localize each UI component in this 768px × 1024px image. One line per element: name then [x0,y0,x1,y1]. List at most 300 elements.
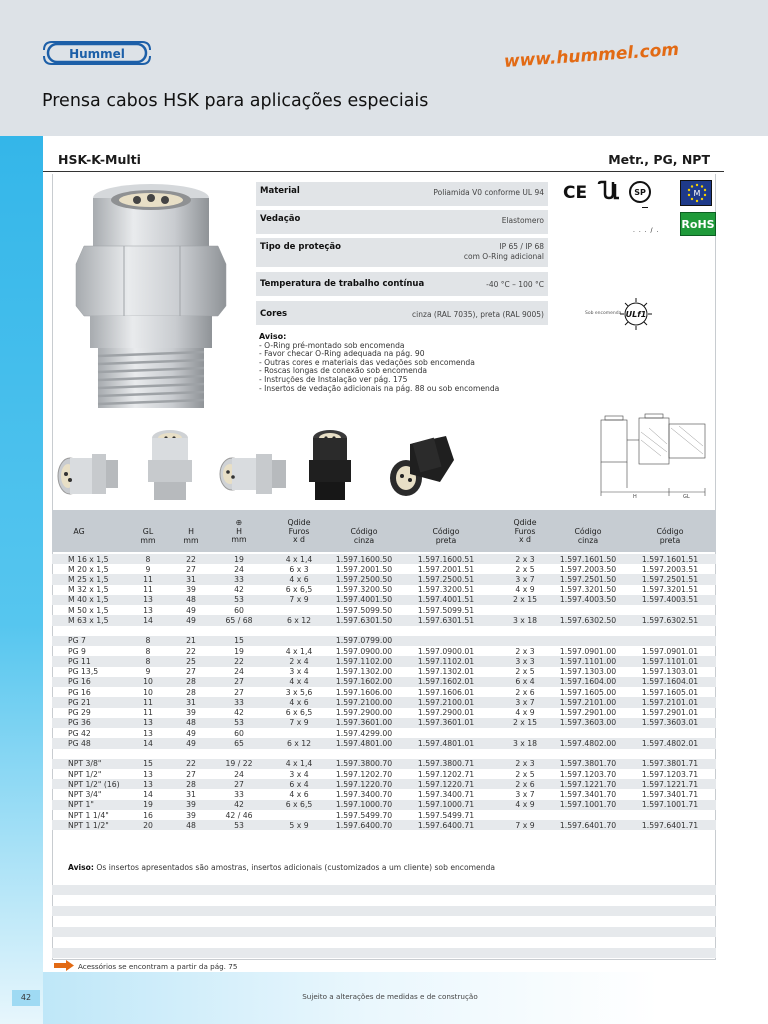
logo-text: Hummel [69,47,125,61]
table-cell: 3 x 4 [289,769,309,779]
table-cell: 39 [186,800,196,810]
divider-dash [642,207,648,208]
table-cell: 9 [145,667,151,677]
table-cell: 2 x 6 [515,687,535,697]
table-cell: 1.597.2500.50 [335,574,393,584]
table-cell: 1.597.1600.50 [335,554,393,564]
table-row [52,646,716,656]
table-cell: 8 [145,554,151,564]
table-cell: 1.597.2900.00 [335,708,393,718]
table-cell: 6 x 4 [289,779,309,789]
table-cell: 53 [234,718,244,728]
table-cell: 33 [234,790,244,800]
table-cell: 1.597.6302.50 [559,615,617,625]
table-cell: 1.597.3200.50 [335,585,393,595]
col-header-h-unit: mm [183,535,199,545]
table-cell: M 20 x 1,5 [68,564,109,574]
table-row [52,779,716,789]
table-cell: 6 x 6,5 [285,585,313,595]
spec-label: Material [260,186,300,196]
table-cell: 6 x 12 [286,738,312,748]
table-cell: 1.597.5499.71 [417,810,475,820]
table-row [52,615,716,625]
table-cell: 1.597.1000.71 [417,800,475,810]
table-cell: 1.597.1601.51 [641,554,699,564]
table-row [52,697,716,707]
header-band [0,0,768,136]
table-row [52,820,716,830]
table-cell: 15 [143,759,153,769]
hero-product-image [62,184,240,420]
table-cell: 60 [234,728,244,738]
table-row [52,574,716,584]
table-cell: 1.597.1303.00 [559,667,617,677]
table-cell: 27 [234,677,244,687]
table-cell: 24 [234,564,244,574]
table-cell: 48 [186,820,196,830]
table-cell: 53 [234,820,244,830]
table-cell: 1.597.1221.70 [559,779,617,789]
table-row [52,687,716,697]
table-cell: 3 x 18 [512,615,538,625]
table-row [52,810,716,820]
table-cell: 1.597.4299.00 [335,728,393,738]
table-cell: 33 [234,574,244,584]
table-cell: 1.597.2100.00 [335,697,393,707]
empty-row [52,895,716,905]
table-cell: 1.597.3401.71 [641,790,699,800]
table-cell: 4 x 1,4 [285,759,313,769]
table-cell: 9 [145,564,151,574]
table-cell: 1.597.3601.01 [417,718,475,728]
table-row [52,626,716,636]
table-cell: 1.597.4801.01 [417,738,475,748]
spec-label: Tipo de proteção [260,242,341,252]
table-cell: 1.597.1101.00 [559,656,617,666]
table-cell: 1.597.4001.50 [335,595,393,605]
table-cell: 14 [143,790,153,800]
table-cell: 2 x 3 [515,646,535,656]
table-cell: 42 / 46 [225,810,253,820]
spec-value: cinza (RAL 7035), preta (RAL 9005) [412,310,544,319]
table-cell: 42 [234,800,244,810]
note-line: - Favor checar O-Ring adequada na pág. 90 [259,349,425,359]
table-cell: 1.597.3200.51 [417,585,475,595]
table-cell: 24 [234,769,244,779]
table-row [52,749,716,759]
table-cell: 22 [186,554,196,564]
svg-text:ULf1: ULf1 [625,310,647,319]
table-cell: 27 [186,564,196,574]
table-cell: 1.597.3801.71 [641,759,699,769]
table-row [52,554,716,564]
table-cell: 13 [143,728,153,738]
table-row [52,667,716,677]
website-url[interactable]: www.hummel.com [503,39,680,72]
notes-block [259,333,499,393]
table-footnote [68,863,495,872]
table-cell: 3 x 18 [512,738,538,748]
table-cell: 1.597.3801.70 [559,759,617,769]
table-cell: 2 x 5 [515,564,535,574]
col-header-qty2 [504,519,546,545]
table-cell: 2 x 5 [515,769,535,779]
thread-types: Metr., PG, NPT [608,152,710,167]
table-cell: 31 [186,790,196,800]
table-cell: 4 x 6 [289,697,309,707]
table-cell: 1.597.2901.01 [641,708,699,718]
col-header-qty1 [278,519,320,545]
table-cell: 1.597.3601.00 [335,718,393,728]
col-header-ag: AG [73,527,85,536]
table-cell: 14 [143,615,153,625]
table-cell: PG 16 [68,687,91,697]
table-row [52,800,716,810]
table-cell: 10 [143,687,153,697]
table-cell: 1.597.2100.01 [417,697,475,707]
table-cell: 1.597.2901.00 [559,708,617,718]
col-header-qty1-line: Furos [288,526,310,536]
col-header-code-black-line: Código [432,527,460,536]
table-cell: 19 [234,554,244,564]
table-cell: 4 x 4 [289,677,309,687]
footnote-text: Os insertos apresentados são amostras, insertos adicionais (customizados a um cliente) sob encomenda [96,863,495,872]
table-cell: 2 x 5 [515,667,535,677]
col-header-qty2-line: Qdide [513,518,537,527]
table-cell: M 32 x 1,5 [68,585,109,595]
table-cell: NPT 1 1/2" [68,820,109,830]
table-cell: 13 [143,769,153,779]
col-header-code-black-2 [636,528,704,545]
table-cell: 15 [234,636,244,646]
table-cell: 1.597.1302.00 [335,667,393,677]
col-header-code-black-line: preta [435,535,457,545]
table-cell: 1.597.4801.00 [335,738,393,748]
table-cell: 27 [234,687,244,697]
table-cell: 4 x 6 [289,574,309,584]
table-cell: 27 [186,667,196,677]
empty-row [52,885,716,895]
table-cell: 6 x 4 [515,677,535,687]
table-cell: 39 [186,585,196,595]
table-cell: 19 / 22 [225,759,253,769]
table-cell: 2 x 3 [515,759,535,769]
table-cell: 49 [186,615,196,625]
table-cell: 1.597.1102.01 [417,656,475,666]
table-cell: PG 16 [68,677,91,687]
table-row [52,738,716,748]
spec-row-seal [256,210,548,235]
product-photo-black-front [306,428,354,502]
arrow-right-icon [54,960,74,971]
table-cell: 2 x 6 [515,779,535,789]
table-cell: 1.597.0901.01 [641,646,699,656]
table-row [52,677,716,687]
table-row [52,759,716,769]
empty-row [52,906,716,916]
table-cell: PG 13,5 [68,667,99,677]
drawing-label-gl: GL [683,494,690,500]
spec-value: Poliamida V0 conforme UL 94 [433,188,544,197]
note-line: - O-Ring pré-montado sob encomenda [259,340,405,350]
table-cell: 1.597.3800.70 [335,759,393,769]
spec-value: -40 °C – 100 °C [486,280,544,289]
table-cell: 1.597.3603.00 [559,718,617,728]
table-cell: 39 [186,810,196,820]
note-line: - Outras cores e materiais das vedações sob encomenda [259,357,475,367]
table-cell: 60 [234,605,244,615]
table-row [52,728,716,738]
table-cell: 27 [186,769,196,779]
table-cell: 1.597.5099.50 [335,605,393,615]
table-cell: 19 [234,646,244,656]
table-cell: NPT 1/2" [68,769,102,779]
spec-label: Cores [260,309,288,319]
hummel-logo [42,38,152,68]
table-cell: 1.597.1000.70 [335,800,393,810]
table-cell: 1.597.1606.00 [335,687,393,697]
table-cell: 49 [186,605,196,615]
table-cell: 1.597.2101.00 [559,697,617,707]
table-cell: 7 x 9 [289,595,309,605]
table-cell: 1.597.2001.50 [335,564,393,574]
table-cell: 42 [234,585,244,595]
table-cell: 5 x 9 [289,820,309,830]
cert-dots: . . . / . [633,227,660,234]
table-cell: 53 [234,595,244,605]
table-cell: 1.597.1302.01 [417,667,475,677]
empty-row [52,874,716,884]
table-cell: 1.597.6400.70 [335,820,393,830]
product-photo-gray-side [54,440,120,502]
table-cell: NPT 1" [68,800,94,810]
col-header-code-black-2-line: preta [659,535,681,545]
table-cell: 11 [143,708,153,718]
product-photo-gray-angle [216,444,288,502]
table-cell: 6 x 12 [286,615,312,625]
table-cell: PG 21 [68,697,91,707]
table-cell: PG 9 [68,646,86,656]
table-cell: NPT 1 1/4" [68,810,109,820]
col-header-gl [133,528,163,545]
ul-f1-icon [618,297,654,331]
table-cell: PG 29 [68,708,91,718]
empty-row [52,927,716,937]
table-cell: 4 x 9 [515,800,535,810]
table-cell: 2 x 15 [512,718,538,728]
table-cell: 1.597.1602.01 [417,677,475,687]
table-cell: 1.597.3800.71 [417,759,475,769]
table-cell: NPT 3/8" [68,759,102,769]
table-cell: 1.597.0900.00 [335,646,393,656]
table-cell: 1.597.6301.51 [417,615,475,625]
table-cell: 7 x 9 [515,820,535,830]
ul-recognized-icon [596,180,620,202]
table-cell: 28 [186,677,196,687]
table-cell: 22 [186,759,196,769]
spec-value: Elastomero [501,216,544,225]
spec-row-material [256,182,548,207]
table-cell: 1.597.6401.70 [559,820,617,830]
col-header-code-black-2-line: Código [656,527,684,536]
col-header-sw-unit: mm [231,535,247,544]
table-cell: M 25 x 1,5 [68,574,109,584]
ulf-note: Sob encomenda [585,311,622,316]
table-row [52,585,716,595]
table-cell: 13 [143,718,153,728]
table-cell: 42 [234,708,244,718]
col-header-sw [224,519,254,545]
table-cell: 1.597.4001.51 [417,595,475,605]
table-cell: 1.597.1221.71 [641,779,699,789]
table-cell: 1.597.5099.51 [417,605,475,615]
col-header-h-label: H [188,527,194,536]
table-cell: 20 [143,820,153,830]
table-cell: 1.597.1203.70 [559,769,617,779]
svg-text:SP: SP [634,188,646,197]
table-cell: 21 [186,636,196,646]
spec-value-secondary: com O-Ring adicional [463,252,544,261]
drawing-label-h: H [633,494,637,500]
table-cell: M 50 x 1,5 [68,605,109,615]
table-row [52,769,716,779]
table-cell: 4 x 9 [515,585,535,595]
table-cell: PG 7 [68,636,86,646]
table-cell: 1.597.2001.51 [417,564,475,574]
col-header-code-gray-line: Código [350,527,378,536]
col-header-code-gray-2-line: cinza [577,535,599,545]
table-cell: 1.597.3201.50 [559,585,617,595]
table-cell: 11 [143,697,153,707]
spec-row-colors [256,301,548,326]
table-cell: 1.597.1601.50 [559,554,617,564]
table-cell: 3 x 7 [515,697,535,707]
eu-flag-icon [680,180,712,206]
table-cell: 11 [143,585,153,595]
table-cell: 25 [186,656,196,666]
table-cell: 28 [186,779,196,789]
table-cell: 1.597.3401.70 [559,790,617,800]
table-cell: 4 x 1,4 [285,554,313,564]
col-header-qty1-line: x d [292,535,306,544]
table-cell: 1.597.0901.00 [559,646,617,656]
table-header [52,510,716,552]
table-cell: 1.597.1602.00 [335,677,393,687]
table-cell: 39 [186,708,196,718]
product-photo-gray-front [144,428,196,502]
table-cell: 2 x 15 [512,595,538,605]
spec-value: IP 65 / IP 68 [499,242,544,251]
table-cell: 4 x 1,4 [285,646,313,656]
rohs-badge: RoHS [680,212,716,236]
table-cell: 2 x 3 [515,554,535,564]
table-cell: 24 [234,667,244,677]
empty-row [52,916,716,926]
table-cell: 1.597.3400.71 [417,790,475,800]
table-cell: 10 [143,677,153,687]
table-cell: 65 [234,738,244,748]
table-cell: 1.597.4003.50 [559,595,617,605]
table-cell: 3 x 7 [515,790,535,800]
spec-row-temperature [256,272,548,297]
table-cell: PG 36 [68,718,91,728]
table-cell: 1.597.3201.51 [641,585,699,595]
table-cell: 1.597.2900.01 [417,708,475,718]
spec-row-protection [256,238,548,268]
col-header-qty1-line: Qdide [287,518,311,527]
wrench-size-icon: ⊕ [235,518,243,527]
table-cell: 31 [186,574,196,584]
table-cell: 1.597.1303.01 [641,667,699,677]
table-cell: 1.597.1605.00 [559,687,617,697]
table-cell: 1.597.6400.71 [417,820,475,830]
table-cell: 27 [234,779,244,789]
table-cell: 2 x 4 [289,656,309,666]
table-cell: 1.597.1606.01 [417,687,475,697]
col-header-h [176,528,206,545]
page-title: Prensa cabos HSK para aplicações especiais [42,91,429,111]
table-cell: 1.597.2501.50 [559,574,617,584]
table-cell: 16 [143,810,153,820]
col-header-code-gray-line: cinza [353,535,375,545]
col-header-code-gray [330,528,398,545]
table-cell: 1.597.2101.01 [641,697,699,707]
table-cell: 1.597.1605.01 [641,687,699,697]
table-cell: 11 [143,574,153,584]
col-header-qty2-line: Furos [514,526,536,536]
table-cell: 7 x 9 [289,718,309,728]
table-cell: 3 x 3 [515,656,535,666]
table-cell: 1.597.2500.51 [417,574,475,584]
table-cell: 49 [186,738,196,748]
footnote-title: Aviso: [68,863,94,872]
table-row [52,656,716,666]
csa-icon [628,180,652,204]
table-cell: 6 x 6,5 [285,708,313,718]
table-cell: NPT 3/4" [68,790,102,800]
table-cell: 1.597.1101.01 [641,656,699,666]
table-cell: 1.597.3400.70 [335,790,393,800]
notes-title: Aviso: [259,332,287,341]
table-cell: 48 [186,595,196,605]
table-cell: 28 [186,687,196,697]
table-cell: 1.597.0799.00 [335,636,393,646]
table-row [52,718,716,728]
table-cell: 3 x 4 [289,667,309,677]
technical-drawing [597,412,714,500]
table-cell: 1.597.2003.51 [641,564,699,574]
table-footnote-row [52,863,716,874]
table-cell: 1.597.1604.01 [641,677,699,687]
table-cell: M 63 x 1,5 [68,615,109,625]
table-cell: 1.597.4802.00 [559,738,617,748]
table-cell: NPT 1/2" (16) [68,779,120,789]
col-header-qty2-line: x d [518,535,532,544]
col-header-code-gray-2-line: Código [574,527,602,536]
table-cell: 13 [143,595,153,605]
eu-flag-letter: M [693,189,701,198]
table-row [52,564,716,574]
table-cell: 1.597.6302.51 [641,615,699,625]
table-cell: 1.597.6401.71 [641,820,699,830]
side-color-band [0,136,43,1024]
accessories-note[interactable]: Acessórios se encontram a partir da pág. 75 [78,962,238,971]
table-cell: 1.597.5499.70 [335,810,393,820]
table-cell: 1.597.1220.70 [335,779,393,789]
table-cell: 1.597.1604.00 [559,677,617,687]
table-cell: 1.597.3603.01 [641,718,699,728]
table-cell: 19 [143,800,153,810]
